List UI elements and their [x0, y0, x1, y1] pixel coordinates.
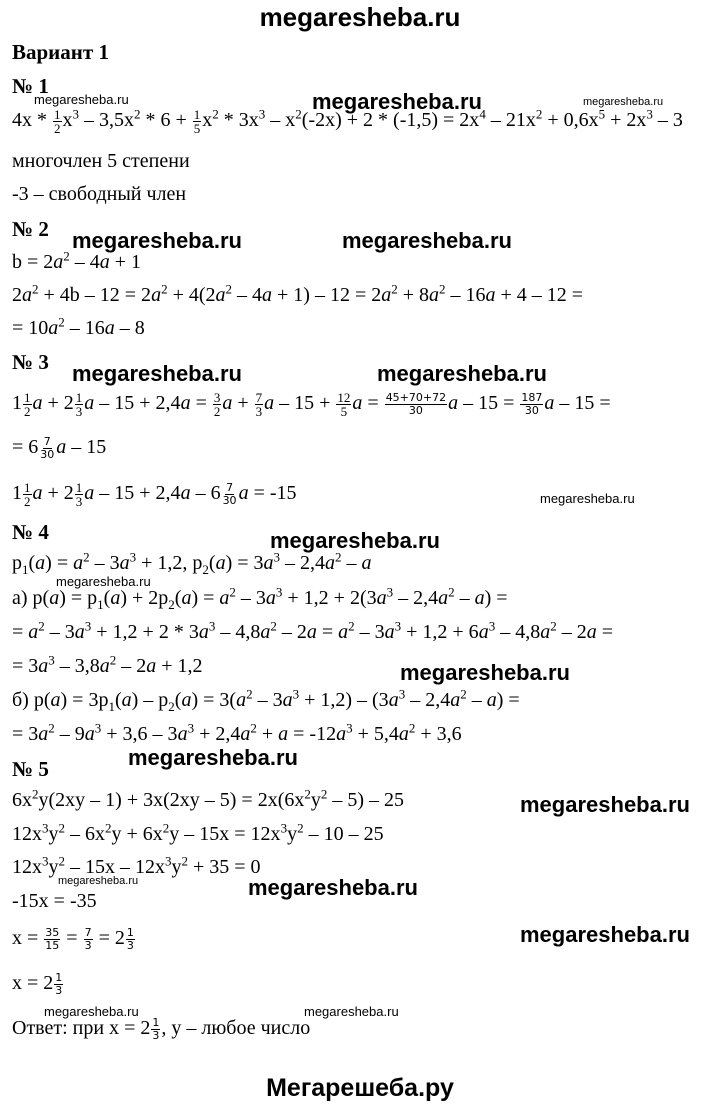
task-2-line-1: $b = 2a^2 - 4a + 1$	[12, 248, 142, 273]
task-1-line-1: 4x * $\frac{1}{2}$ $x^3 - 3,5x^2 * 6$ + $\frac{1}{5}$ $x^2 * 3x^3 - x^2(-2x) + 2 * (-1,5) = 2x^4 - 21x^2 + 0,6x^5 + 2x^3 - 3$	[12, 106, 683, 136]
task-2-line-2: $2a^2 + 4b - 12 = 2a^2 + 4(2a^2 - 4a + 1) - 12 = 2a^2 + 8a^2 - 16a + 4 - 12$ =	[12, 281, 584, 306]
task-4-line-3: = $a^2 - 3a^3 + 1,2 + 2 * 3a^3 - 4,8a^2 - 2a = a^2 - 3a^3 + 1,2 + 6a^3 - 4,8a^2 - 2a$ =	[12, 618, 613, 643]
watermark: megaresheba.ru	[400, 660, 570, 685]
watermark: megaresheba.ru	[583, 96, 664, 108]
task-4-line-4: = $3a^3 - 3,8a^2 - 2a + 1,2$	[12, 652, 203, 677]
task-3-line-3: 1 $\frac{1}{2}$ a + 2 $\frac{1}{3}$ a – 15 + 2,4a – 6 $\frac{7}{30}$ a = -15	[12, 480, 297, 509]
task-4-line-6: = $3a^2 - 9a^3 + 3,6 - 3a^3 + 2,4a^2 + a = -12a^3 + 5,4a^2 + 3,6$	[12, 720, 462, 745]
header-site-title: megaresheba.ru	[259, 2, 461, 32]
task-5-answer: Ответ: при x = 2 $\frac{1}{3}$ , y – любое число	[12, 1016, 311, 1042]
variant-title: Вариант 1	[12, 40, 109, 64]
watermark: megaresheba.ru	[312, 89, 482, 114]
footer-site-title: Мегарешеба.ру	[266, 1074, 454, 1102]
task-5-line-1: $6x^2y(2xy - 1) + 3x(2xy - 5) = 2x(6x^2y^2 - 5) - 25$	[12, 786, 405, 811]
watermark: megaresheba.ru	[248, 875, 418, 900]
task-2-line-3: = $10a^2 - 16a - 8$	[12, 314, 145, 339]
watermark: megaresheba.ru	[58, 875, 139, 887]
watermark: megaresheba.ru	[270, 528, 440, 553]
watermark: megaresheba.ru	[520, 792, 690, 817]
watermark: megaresheba.ru	[72, 228, 242, 253]
task-1-line-3: -3 – свободный член	[12, 183, 187, 205]
task-5-line-4: -15x = -35	[12, 890, 97, 912]
watermark: megaresheba.ru	[34, 92, 129, 107]
task-4-line-1: $p_1(a) = a^2 - 3a^3 + 1,2$, $p_2(a) = 3a^3 - 2,4a^2 - a$	[12, 549, 372, 577]
task-5-line-6: x = 2 $\frac{1}{3}$	[12, 971, 63, 997]
watermark: megaresheba.ru	[304, 1004, 399, 1019]
watermark: megaresheba.ru	[72, 361, 242, 386]
task-2-number: № 2	[12, 217, 49, 241]
task-4-line-5: б) $p(a) = 3p_1(a) - p_2(a) = 3(a^2 - 3a^3 + 1,2) - (3a^3 - 2,4a^2 - a)$ =	[12, 686, 520, 714]
task-1-number: № 1	[12, 74, 49, 98]
watermark: megaresheba.ru	[377, 361, 547, 386]
watermark: megaresheba.ru	[44, 1004, 139, 1019]
watermark: megaresheba.ru	[540, 491, 635, 506]
task-1-line-2: многочлен 5 степени	[12, 150, 190, 172]
task-5-line-3: $12x^3y^2 - 15x - 12x^3y^2 + 35 = 0$	[12, 853, 261, 878]
task-4-number: № 4	[12, 520, 49, 544]
task-3-number: № 3	[12, 350, 49, 374]
watermark: megaresheba.ru	[56, 574, 151, 589]
watermark: megaresheba.ru	[342, 228, 512, 253]
task-5-line-5: x = $\frac{35}{15}$ = $\frac{7}{3}$ = 2 $\frac{1}{3}$	[12, 926, 134, 952]
watermark: megaresheba.ru	[128, 745, 298, 770]
task-4-line-2: а) $p(a) = p_1(a) + 2p_2(a) = a^2 - 3a^3 + 1,2 + 2(3a^3 - 2,4a^2 - a)$ =	[12, 584, 508, 612]
task-3-line-2: = 6 $\frac{7}{30}$ a – 15	[12, 435, 107, 461]
watermark: megaresheba.ru	[520, 922, 690, 947]
task-3-line-1: 1 $\frac{1}{2}$ a + 2 $\frac{1}{3}$ a – 15 + 2,4a = $\frac{3}{2}$ a + $\frac{7}{3}$ a – 15 + $\frac{12}{5}$ a = $\frac{45+70+72}{30}$ a – 15 = $\frac{187}{30}$ a – 15 =	[12, 390, 611, 419]
task-5-line-2: $12x^3y^2 - 6x^2y + 6x^2y - 15x = 12x^3y^2 - 10 - 25$	[12, 820, 384, 845]
task-5-number: № 5	[12, 757, 49, 781]
